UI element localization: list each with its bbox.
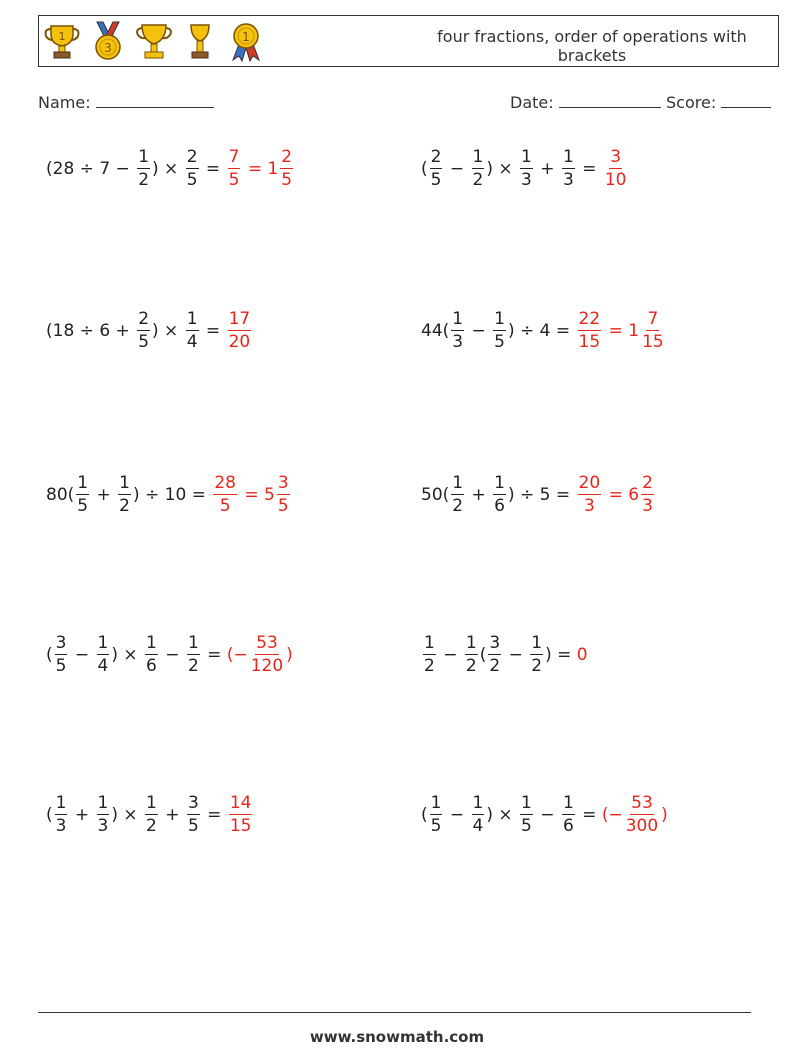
fraction	[145, 635, 158, 675]
problem-expression	[46, 139, 295, 199]
fraction	[423, 635, 436, 675]
expression-text: −	[437, 645, 463, 665]
problem-expression	[46, 465, 292, 525]
problem-1	[46, 139, 295, 199]
trophy-cup-icon	[135, 20, 173, 62]
denominator: 20	[228, 332, 251, 352]
denominator: 10	[604, 170, 627, 190]
fraction	[97, 795, 110, 835]
footer-url: www.snowmath.com	[309, 1028, 485, 1046]
name-field	[38, 92, 214, 112]
expression-text: ) ×	[152, 159, 184, 179]
denominator: 300	[625, 816, 659, 836]
svg-text:1: 1	[58, 30, 66, 43]
answer-text: = 6	[603, 485, 640, 505]
svg-text:1: 1	[242, 30, 250, 44]
answer-fraction	[625, 795, 659, 835]
score-field	[666, 92, 771, 112]
score-label: Score:	[666, 93, 717, 112]
denominator: 5	[228, 170, 240, 190]
answer-text: = 1	[603, 321, 640, 341]
numerator: 2	[186, 147, 198, 167]
denominator: 2	[146, 816, 157, 836]
expression-text: ) ×	[486, 805, 519, 825]
fraction	[97, 635, 110, 675]
expression-text: ) ×	[486, 159, 519, 179]
denominator: 6	[146, 656, 157, 676]
denominator: 3	[642, 496, 653, 516]
denominator: 3	[55, 816, 67, 836]
numerator: 1	[138, 147, 150, 167]
expression-text: +	[69, 805, 95, 825]
problem-9	[46, 785, 254, 845]
problem-7	[46, 625, 293, 685]
numerator: 20	[578, 473, 601, 493]
award-icons	[43, 20, 265, 62]
denominator: 15	[578, 332, 601, 352]
expression-text: −	[69, 645, 95, 665]
answer-fraction	[641, 475, 654, 515]
fraction	[493, 475, 506, 515]
ribbon-1-icon	[227, 20, 265, 62]
numerator: 7	[228, 147, 240, 167]
problem-3	[46, 301, 253, 361]
expression-text: ) ÷ 4 =	[507, 321, 576, 341]
expression-text: −	[534, 805, 560, 825]
numerator: 1	[146, 793, 157, 813]
answer-text: )	[661, 805, 668, 825]
numerator: 3	[277, 473, 289, 493]
denominator: 3	[583, 496, 595, 516]
answer-text: = 5	[239, 485, 275, 505]
fraction	[187, 635, 200, 675]
answer-fraction	[228, 149, 241, 189]
numerator: 1	[531, 633, 543, 653]
numerator: 1	[472, 147, 484, 167]
expression-text: ) ×	[111, 805, 144, 825]
expression-text: −	[444, 159, 470, 179]
numerator: 17	[228, 309, 251, 329]
problem-expression	[46, 785, 254, 845]
numerator: 1	[146, 633, 157, 653]
numerator: 1	[424, 633, 435, 653]
numerator: 1	[77, 473, 89, 493]
expression-text: −	[503, 645, 529, 665]
numerator: 1	[187, 633, 199, 653]
denominator: 2	[452, 496, 464, 516]
answer-text: 0	[576, 645, 588, 665]
answer-fraction	[250, 635, 284, 675]
expression-text: (	[46, 805, 53, 825]
expression-text: ) ÷ 10 =	[132, 485, 212, 505]
problem-10	[421, 785, 668, 845]
title-line-1: four fractions, order of operations with	[437, 27, 747, 46]
numerator: 1	[521, 147, 532, 167]
denominator: 5	[281, 170, 293, 190]
score-blank[interactable]	[721, 92, 771, 108]
fraction	[118, 475, 131, 515]
fraction	[493, 311, 506, 351]
denominator: 5	[430, 170, 442, 190]
expression-text: (	[46, 645, 53, 665]
fraction	[451, 475, 464, 515]
fraction	[472, 795, 485, 835]
numerator: 1	[119, 473, 130, 493]
answer-fraction	[641, 311, 665, 351]
name-blank[interactable]	[96, 92, 214, 108]
expression-text: (	[421, 805, 428, 825]
denominator: 2	[424, 656, 435, 676]
problem-6	[421, 465, 656, 525]
expression-text: (	[421, 159, 428, 179]
expression-text: =	[201, 805, 227, 825]
numerator: 3	[610, 147, 622, 167]
numerator: 7	[647, 309, 659, 329]
svg-text:3: 3	[104, 41, 112, 55]
denominator: 6	[562, 816, 574, 836]
denominator: 4	[186, 332, 198, 352]
problem-2	[421, 139, 629, 199]
denominator: 3	[562, 170, 574, 190]
numerator: 1	[97, 633, 109, 653]
denominator: 2	[531, 656, 543, 676]
expression-text: ) =	[545, 645, 577, 665]
answer-fraction	[228, 311, 252, 351]
denominator: 4	[97, 656, 109, 676]
numerator: 1	[562, 147, 574, 167]
denominator: 2	[472, 170, 484, 190]
denominator: 5	[430, 816, 442, 836]
expression-text: =	[200, 159, 226, 179]
answer-fraction	[578, 475, 602, 515]
fraction	[530, 635, 543, 675]
problem-expression	[421, 465, 656, 525]
numerator: 1	[494, 309, 505, 329]
denominator: 2	[489, 656, 501, 676]
expression-text: +	[91, 485, 117, 505]
date-label: Date:	[510, 93, 554, 112]
numerator: 22	[578, 309, 601, 329]
fraction	[430, 149, 443, 189]
fraction	[76, 475, 89, 515]
expression-text: =	[576, 805, 602, 825]
numerator: 14	[229, 793, 252, 813]
numerator: 2	[642, 473, 653, 493]
denominator: 5	[186, 170, 198, 190]
numerator: 3	[55, 633, 67, 653]
problem-expression	[421, 625, 588, 685]
expression-text: (28 ÷ 7 −	[46, 159, 136, 179]
denominator: 5	[77, 496, 89, 516]
fraction	[451, 311, 464, 351]
numerator: 28	[214, 473, 236, 493]
numerator: 1	[494, 473, 505, 493]
expression-text: 80(	[46, 485, 75, 505]
denominator: 6	[494, 496, 505, 516]
fraction	[55, 635, 68, 675]
denominator: 15	[229, 816, 252, 836]
denominator: 2	[465, 656, 477, 676]
answer-fraction	[277, 475, 290, 515]
expression-text: ) ×	[111, 645, 144, 665]
footer-divider	[38, 1012, 751, 1013]
numerator: 1	[472, 793, 484, 813]
answer-text: (−	[226, 645, 248, 665]
numerator: 1	[97, 793, 109, 813]
expression-text: −	[444, 805, 470, 825]
answer-fraction	[604, 149, 628, 189]
numerator: 53	[631, 793, 653, 813]
numerator: 1	[465, 633, 477, 653]
denominator: 3	[452, 332, 464, 352]
numerator: 1	[452, 473, 464, 493]
name-label: Name:	[38, 93, 91, 112]
fraction	[562, 149, 575, 189]
denominator: 2	[138, 170, 150, 190]
problem-expression	[46, 301, 253, 361]
numerator: 1	[55, 793, 67, 813]
fraction	[465, 635, 478, 675]
problem-8	[421, 625, 588, 685]
problem-expression	[421, 301, 667, 361]
numerator: 1	[430, 793, 442, 813]
fraction	[186, 149, 199, 189]
denominator: 2	[119, 496, 130, 516]
problem-expression	[46, 625, 293, 685]
date-field	[510, 92, 661, 112]
denominator: 4	[472, 816, 484, 836]
problem-expression	[421, 139, 629, 199]
denominator: 5	[494, 332, 505, 352]
expression-text: =	[576, 159, 602, 179]
date-blank[interactable]	[559, 92, 661, 108]
expression-text: =	[200, 321, 226, 341]
numerator: 1	[521, 793, 532, 813]
worksheet-title	[412, 27, 772, 65]
numerator: 1	[562, 793, 574, 813]
expression-text: 44(	[421, 321, 450, 341]
denominator: 120	[250, 656, 284, 676]
expression-text: 50(	[421, 485, 450, 505]
expression-text: ) ÷ 5 =	[507, 485, 576, 505]
problem-expression	[421, 785, 668, 845]
trophy-1-icon	[43, 20, 81, 62]
denominator: 5	[187, 816, 199, 836]
fraction	[187, 795, 200, 835]
denominator: 2	[187, 656, 199, 676]
fraction	[186, 311, 199, 351]
expression-text: +	[466, 485, 492, 505]
trophy-small-icon	[181, 20, 219, 62]
expression-text: (	[479, 645, 487, 665]
denominator: 5	[521, 816, 532, 836]
problem-4	[421, 301, 667, 361]
worksheet-header	[38, 15, 779, 67]
answer-text: = 1	[242, 159, 279, 179]
denominator: 5	[55, 656, 67, 676]
expression-text: =	[201, 645, 227, 665]
fraction	[55, 795, 68, 835]
fraction	[137, 311, 150, 351]
denominator: 5	[138, 332, 150, 352]
fraction	[488, 635, 501, 675]
numerator: 1	[186, 309, 198, 329]
medal-3-icon	[89, 20, 127, 62]
expression-text: ) ×	[152, 321, 184, 341]
answer-text: (−	[601, 805, 623, 825]
denominator: 3	[521, 170, 532, 190]
denominator: 5	[277, 496, 289, 516]
problem-5	[46, 465, 292, 525]
fraction	[472, 149, 485, 189]
answer-fraction	[213, 475, 237, 515]
expression-text: (18 ÷ 6 +	[46, 321, 136, 341]
expression-text: −	[159, 645, 185, 665]
numerator: 53	[256, 633, 278, 653]
title-line-2: brackets	[557, 46, 627, 65]
expression-text: +	[159, 805, 185, 825]
expression-text: +	[534, 159, 560, 179]
denominator: 15	[642, 332, 664, 352]
answer-fraction	[578, 311, 602, 351]
fraction	[520, 795, 533, 835]
answer-fraction	[280, 149, 293, 189]
answer-fraction	[229, 795, 253, 835]
fraction	[562, 795, 575, 835]
denominator: 3	[97, 816, 109, 836]
fraction	[520, 149, 533, 189]
fraction	[430, 795, 443, 835]
numerator: 2	[138, 309, 150, 329]
numerator: 2	[430, 147, 442, 167]
expression-text: −	[466, 321, 492, 341]
numerator: 3	[187, 793, 199, 813]
fraction	[137, 149, 150, 189]
fraction	[145, 795, 158, 835]
answer-text: )	[286, 645, 293, 665]
numerator: 1	[452, 309, 464, 329]
numerator: 2	[281, 147, 293, 167]
denominator: 5	[219, 496, 231, 516]
numerator: 3	[489, 633, 501, 653]
